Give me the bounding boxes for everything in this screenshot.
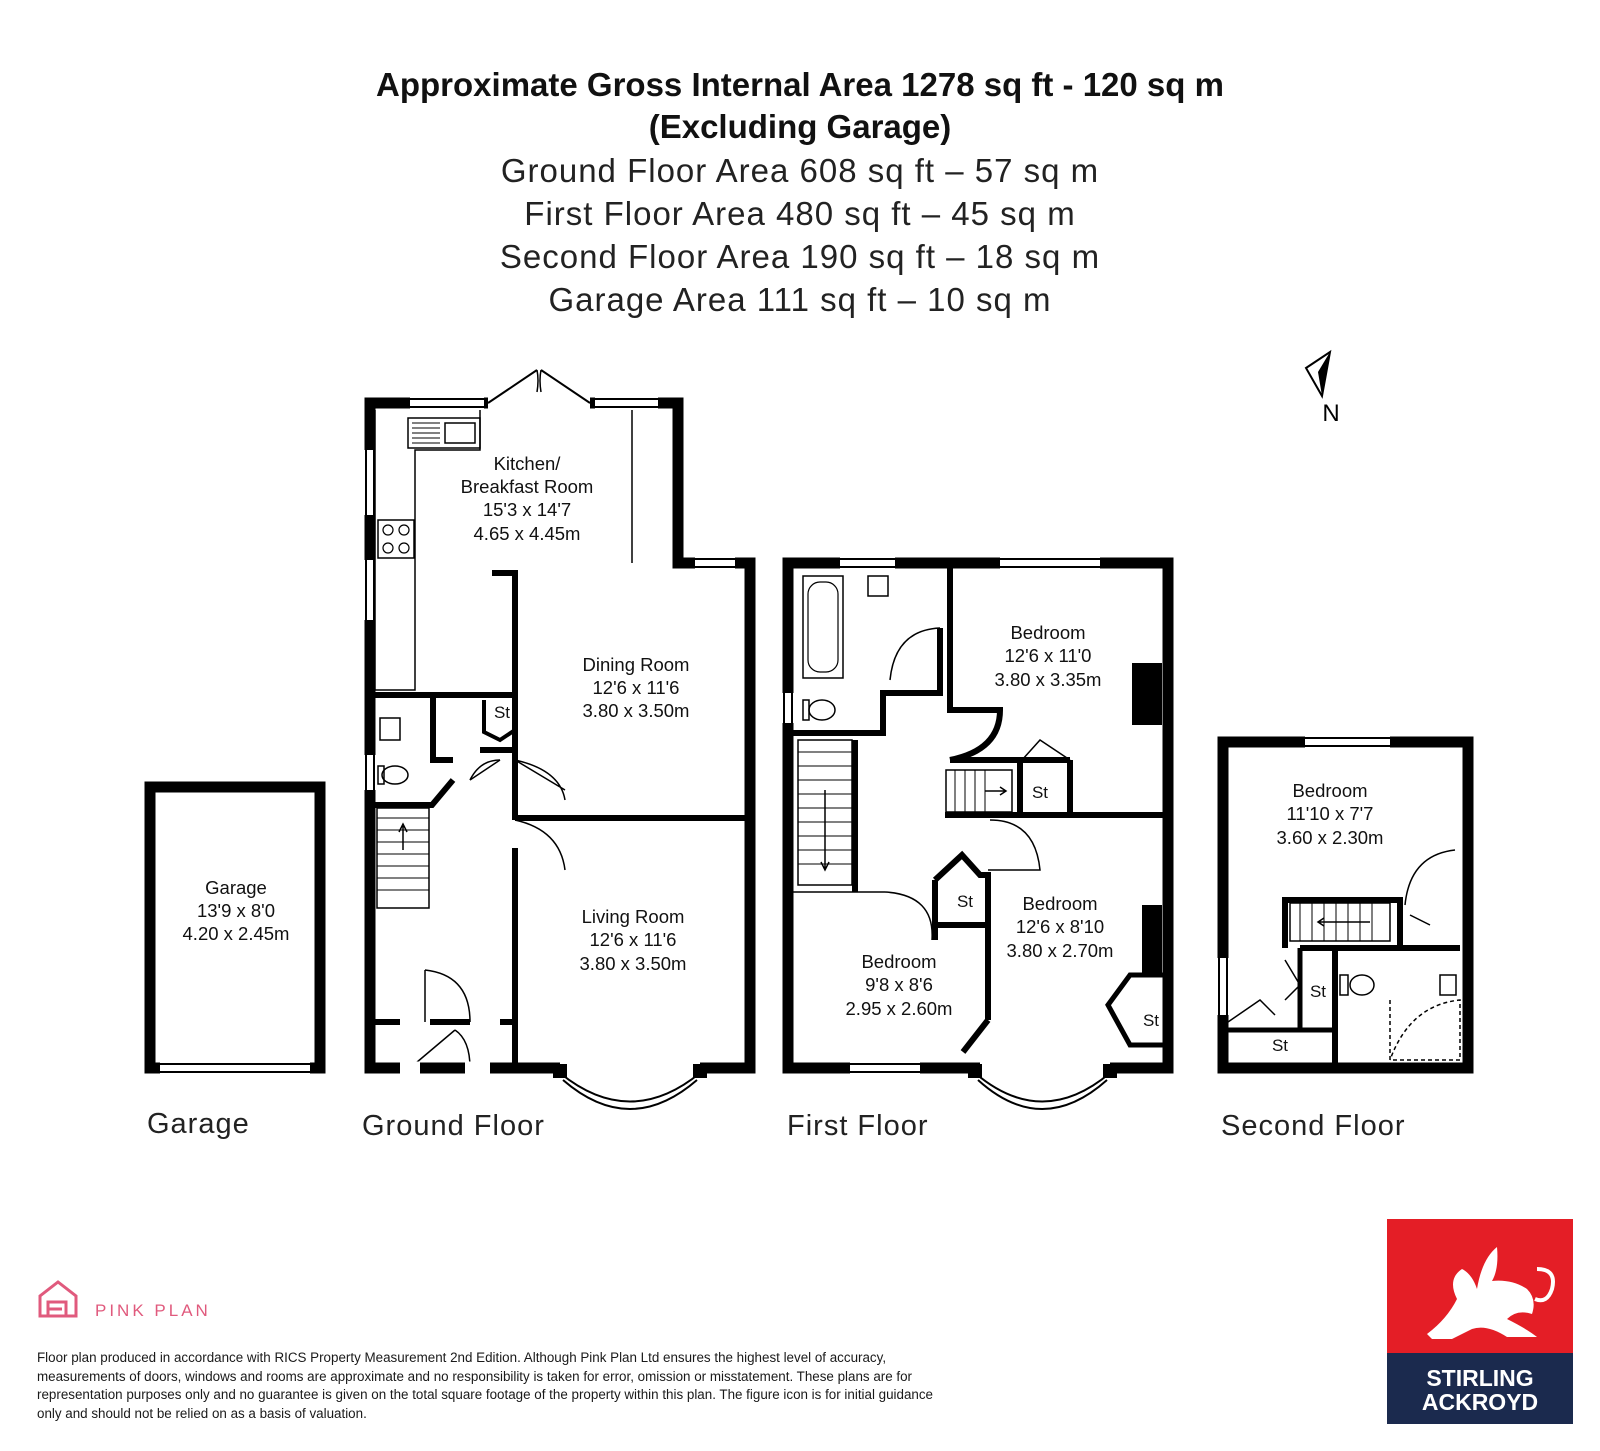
- griffin-icon: [1387, 1219, 1573, 1353]
- garage-room-name: Garage: [205, 877, 267, 898]
- bedroom-ff-front-right-name: Bedroom: [1022, 893, 1098, 914]
- disclaimer: Floor plan produced in accordance with RICS Property Measurement 2nd Edition. Although Pink Plan Ltd ensures the highest level of accuracy, measurements of doors, windows and rooms are approximate and no responsibility is taken for error, omission or misstatement. These plans are for representation purposes only and no guarantee is given on the total square footage of the property within this plan. The figure icon is for initial guidance only and should not be relied on as a basis of valuation.: [37, 1350, 934, 1421]
- storage-label: St: [1309, 982, 1327, 1001]
- area-ground: Ground Floor Area 608 sq ft – 57 sq m: [500, 152, 1100, 189]
- living-imperial: 12'6 x 11'6: [589, 929, 677, 950]
- garage-room-metric: 4.20 x 2.45m: [182, 923, 290, 944]
- kitchen-name-2: Breakfast Room: [460, 476, 594, 497]
- stirling-ackroyd-logo: [1387, 1219, 1573, 1424]
- bedroom-ff-front-right-metric: 3.80 x 2.70m: [1006, 940, 1114, 961]
- floor-label-first: First Floor: [787, 1110, 929, 1142]
- bedroom-ff-front-left-metric: 2.95 x 2.60m: [845, 998, 953, 1019]
- dining-metric: 3.80 x 3.50m: [582, 700, 690, 721]
- garage-room-imperial: 13'9 x 8'0: [196, 900, 276, 921]
- living-name: Living Room: [581, 906, 685, 927]
- area-first: First Floor Area 480 sq ft – 45 sq m: [524, 195, 1076, 232]
- storage-label: St: [1031, 783, 1049, 802]
- bedroom-ff-front-right-imperial: 12'6 x 8'10: [1015, 916, 1105, 937]
- agent-name-line2: ACKROYD: [1421, 1389, 1539, 1415]
- area-second: Second Floor Area 190 sq ft – 18 sq m: [499, 238, 1101, 275]
- bedroom-ff-front-left-imperial: 9'8 x 8'6: [865, 974, 933, 995]
- storage-label: St: [493, 703, 511, 722]
- floor-label-second: Second Floor: [1221, 1110, 1406, 1142]
- bedroom-ff-rear-name: Bedroom: [1010, 622, 1086, 643]
- subtitle: (Excluding Garage): [648, 108, 952, 145]
- living-metric: 3.80 x 3.50m: [579, 953, 687, 974]
- title: Approximate Gross Internal Area 1278 sq ft - 120 sq m: [376, 66, 1224, 103]
- area-garage: Garage Area 111 sq ft – 10 sq m: [548, 281, 1052, 318]
- bedroom-ff-rear-metric: 3.80 x 3.35m: [994, 669, 1102, 690]
- dining-imperial: 12'6 x 11'6: [592, 677, 680, 698]
- bedroom-sf-name: Bedroom: [1292, 780, 1368, 801]
- kitchen-name-1: Kitchen/: [493, 453, 561, 474]
- storage-label: St: [1271, 1036, 1289, 1055]
- pink-plan-logo-icon: [40, 1282, 76, 1316]
- first-floor-plan: [784, 559, 1168, 1109]
- north-arrow-icon: [1306, 352, 1330, 396]
- bedroom-ff-front-left-name: Bedroom: [861, 951, 937, 972]
- storage-label: St: [1142, 1011, 1160, 1030]
- kitchen-metric: 4.65 x 4.45m: [473, 523, 581, 544]
- dining-name: Dining Room: [582, 654, 690, 675]
- bedroom-sf-imperial: 11'10 x 7'7: [1286, 803, 1374, 824]
- bedroom-ff-rear-imperial: 12'6 x 11'0: [1004, 645, 1092, 666]
- pink-plan-wordmark: PINK PLAN: [95, 1301, 211, 1320]
- floor-label-garage: Garage: [147, 1108, 250, 1140]
- kitchen-imperial: 15'3 x 14'7: [482, 499, 572, 520]
- storage-label: St: [956, 892, 974, 911]
- compass-label: N: [1322, 400, 1340, 427]
- bedroom-sf-metric: 3.60 x 2.30m: [1276, 827, 1384, 848]
- agent-name-line1: STIRLING: [1426, 1365, 1534, 1391]
- floor-label-ground: Ground Floor: [362, 1110, 545, 1142]
